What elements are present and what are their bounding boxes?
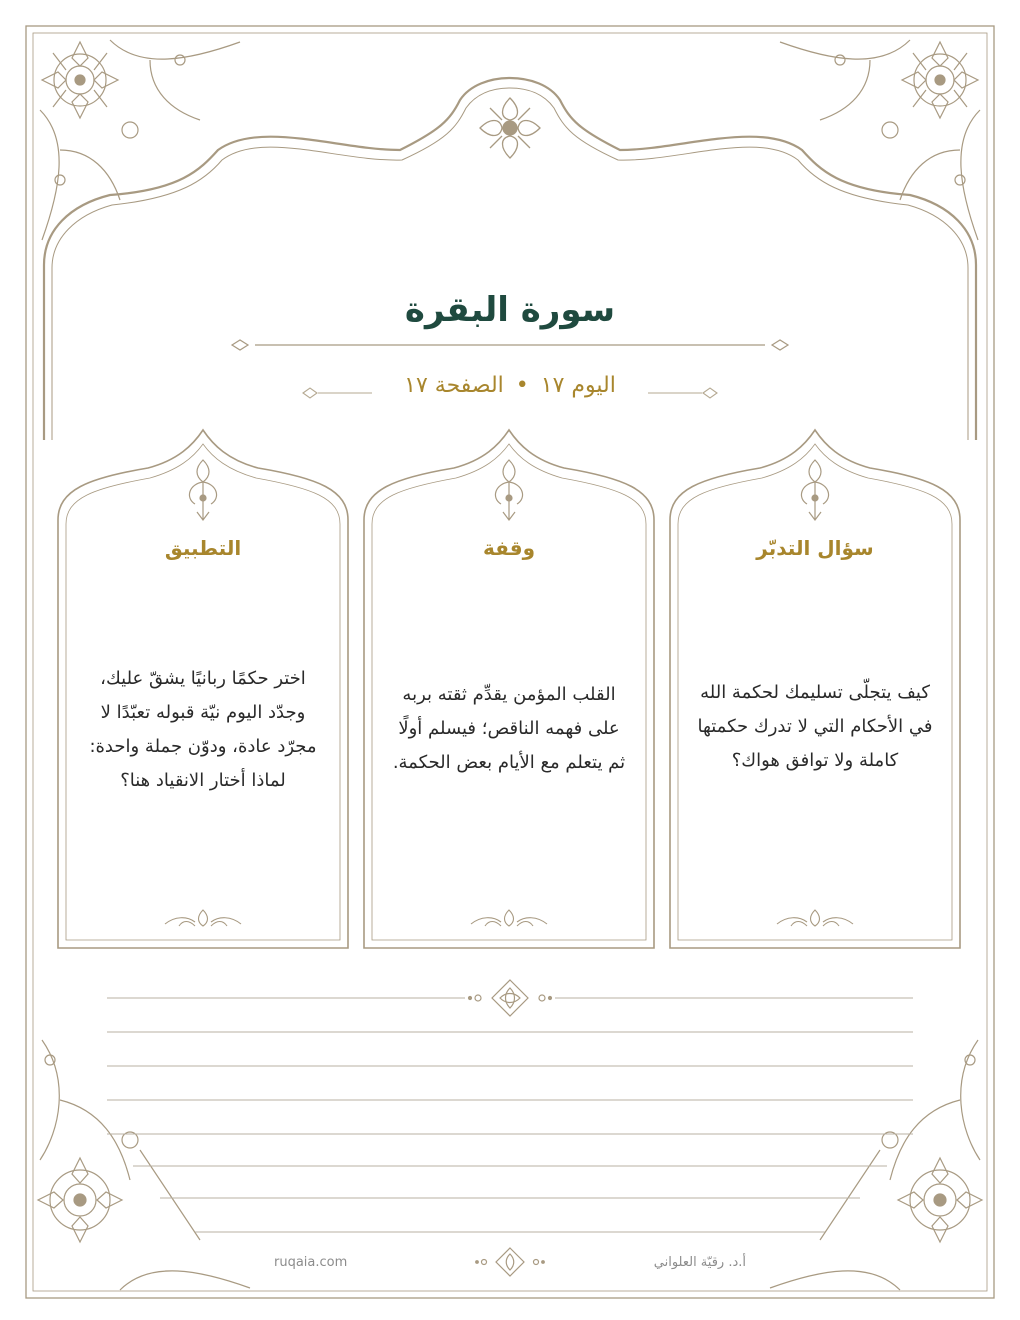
- flourish-icon: [471, 910, 547, 926]
- card-text-pause: القلب المؤمن يقدِّم ثقته بربه على فهمه الناقص؛ فيسلم أولًا ثم يتعلم مع الأيام بعض الحكمة.: [392, 684, 626, 773]
- card-title-reflection-question: سؤال التدبّر: [756, 536, 874, 560]
- page-title: سورة البقرة: [404, 290, 616, 330]
- fleur-icon: [189, 460, 216, 520]
- footer-author: أ.د. رقيّة العلواني: [653, 1255, 746, 1270]
- separator-dot: •: [515, 373, 529, 398]
- footer-website: ruqaia.com: [274, 1255, 348, 1270]
- card-title-pause: وقفة: [482, 536, 536, 560]
- fleur-icon: [801, 460, 828, 520]
- rosette-icon: [480, 98, 540, 158]
- day-page-subtitle: [0, 373, 1020, 398]
- day-label: اليوم ١٧: [540, 373, 616, 398]
- diamond-icon: [476, 1248, 545, 1276]
- diamond-icon: [469, 980, 552, 1016]
- fleur-icon: [495, 460, 522, 520]
- writing-lines: [107, 998, 913, 1232]
- corner-ornament-icon: [770, 1040, 982, 1290]
- corner-ornament-icon: [40, 40, 240, 240]
- card-title-application: التطبيق: [164, 536, 242, 560]
- corner-ornament-icon: [780, 40, 980, 240]
- title-divider: [232, 340, 788, 350]
- flourish-icon: [777, 910, 853, 926]
- page-label: الصفحة ١٧: [404, 373, 504, 398]
- card-text-reflection-question: كيف يتجلّى تسليمك لحكمة الله في الأحكام التي لا تدرك حكمتها كاملة ولا توافق هواك؟: [697, 682, 933, 771]
- card-text-application: اختر حكمًا ربانيًا يشقّ عليك، وجدّد اليوم نيّة قبوله تعبّدًا لا مجرّد عادة، ودوّن جملة واحدة: لماذا أختار الانقياد هنا؟: [89, 668, 317, 791]
- flourish-icon: [165, 910, 241, 926]
- corner-ornament-icon: [38, 1040, 250, 1290]
